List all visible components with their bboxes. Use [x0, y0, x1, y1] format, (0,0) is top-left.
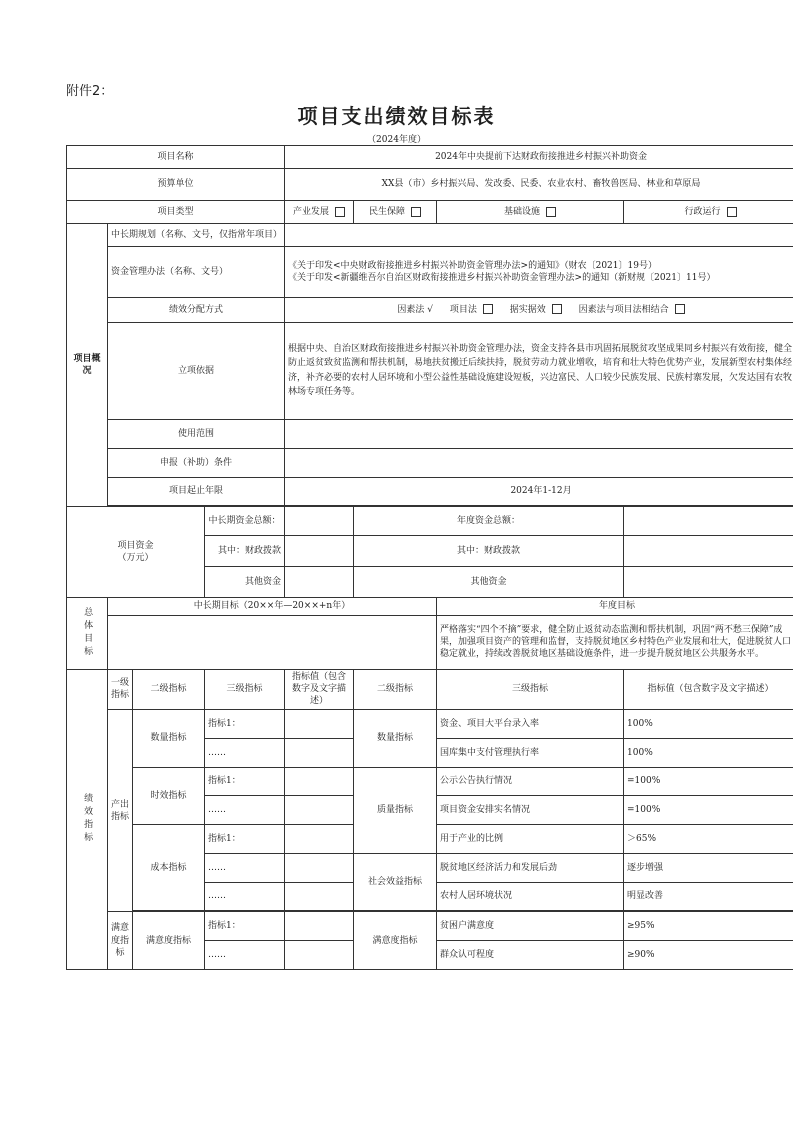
period-label: 项目起止年限 [108, 477, 285, 506]
allocation-label: 绩效分配方式 [108, 297, 285, 322]
right-r8-name: 贫困户满意度 [437, 912, 624, 941]
period-value: 2024年1-12月 [285, 477, 793, 506]
right-r4-value: =100% [624, 796, 793, 825]
right-r1-value: 100% [624, 710, 793, 739]
checkbox-icon[interactable] [483, 304, 493, 314]
right-r6-name: 脱贫地区经济活力和发展后劲 [437, 853, 624, 882]
left-quantity-label: 数量指标 [133, 710, 205, 768]
year-target-label: 年度目标 [437, 597, 793, 615]
page-title: 项目支出绩效目标表 [297, 104, 496, 128]
left-value-cell [285, 710, 354, 739]
checkbox-icon[interactable] [552, 304, 562, 314]
scope-label: 使用范围 [108, 420, 285, 449]
left-value-cell [285, 912, 354, 941]
fund-method-label: 资金管理办法（名称、文号） [108, 246, 285, 297]
right-r2-name: 国库集中支付管理执行率 [437, 738, 624, 767]
left-value-cell [285, 796, 354, 825]
left-quantity-ind1: 指标1： [205, 710, 285, 739]
overview-section-label: 项目概况 [67, 224, 108, 507]
right-r7-value: 明显改善 [624, 882, 793, 911]
indicators-section-text: 绩效指标 [82, 793, 93, 846]
left-value-cell [285, 941, 354, 970]
budget-unit-label: 预算单位 [67, 168, 285, 201]
mid-target-label: 中长期目标（20××年—20××+n年） [108, 597, 437, 615]
type-option-infrastructure[interactable] [437, 201, 624, 224]
fund-method-value [285, 246, 793, 297]
right-r7-name: 农村人居环境状况 [437, 882, 624, 911]
header-level2: 二级指标 [133, 669, 205, 709]
left-timeliness-label: 时效指标 [133, 767, 205, 825]
checkbox-icon[interactable] [727, 207, 737, 217]
overall-section-label [67, 597, 108, 669]
right-r8-value: ≥95% [624, 912, 793, 941]
type-option-label: 行政运行 [684, 207, 721, 218]
type-option-label: 民生保障 [369, 207, 406, 218]
type-option-label: 基础设施 [504, 207, 541, 218]
right-satisfaction-label: 满意度指标 [354, 912, 437, 970]
left-value-cell [285, 825, 354, 854]
mid-fiscal-value [285, 536, 354, 567]
header-level1: 一级指标 [108, 669, 133, 709]
scope-value [285, 420, 793, 449]
left-value-cell [285, 882, 354, 911]
apply-condition-label: 申报（补助）条件 [108, 448, 285, 477]
header-value-right: 指标值（包含数字及文字描述） [624, 669, 793, 709]
funds-label-line: 项目资金 [117, 540, 154, 551]
mid-fiscal-label: 其中：财政拨款 [205, 536, 285, 567]
left-cost-more-2: …… [205, 882, 285, 911]
checkbox-icon[interactable] [411, 207, 421, 217]
allocation-project[interactable]: 项目法 [449, 304, 477, 315]
mid-other-label: 其他资金 [205, 566, 285, 597]
allocation-actual[interactable]: 据实据效 [509, 304, 546, 315]
left-timeliness-ind1: 指标1： [205, 767, 285, 796]
right-r6-value: 逐步增强 [624, 853, 793, 882]
basis-value: 根据中央、自治区财政衔接推进乡村振兴补助资金管理办法，资金支持各县市巩固拓展脱贫攻坚成果同乡村振兴有效衔接，健全防止返贫致贫监测和帮扶机制，易地扶贫搬迁后续扶持，脱贫劳动力就业增收，培育和壮大特色优势产业，发展新型农村集体经济，补齐必要的农村人居环境和小型公益性基础设施建设短板，兴边富民、人口较少民族发展、民族村寨发展，欠发达国有农牧林场专项任务等。 [285, 322, 793, 420]
type-option-label: 产业发展 [293, 207, 330, 218]
mid-other-value [285, 566, 354, 597]
performance-target-table [66, 145, 793, 970]
left-value-cell [285, 738, 354, 767]
left-value-cell [285, 853, 354, 882]
checkbox-icon[interactable] [335, 207, 345, 217]
fund-method-line-1: 《关于印发<中央财政衔接推进乡村振兴补助资金管理办法>的通知》（财农〔2021〕19号） [288, 260, 657, 271]
year-fiscal-value [624, 536, 793, 567]
year-fiscal-label: 其中：财政拨款 [354, 536, 624, 567]
midterm-plan-label: 中长期规划（名称、文号，仅指常年项目） [108, 224, 285, 247]
basis-label: 立项依据 [108, 322, 285, 420]
mid-target-value [108, 616, 437, 669]
year-total-value [624, 507, 793, 536]
year-total-label: 年度资金总额： [354, 507, 624, 536]
midterm-plan-value [285, 224, 793, 247]
right-social-label: 社会效益指标 [354, 853, 437, 911]
funds-unit: （万元） [117, 553, 154, 564]
year-other-label: 其他资金 [354, 566, 624, 597]
right-r3-name: 公示公告执行情况 [437, 767, 624, 796]
funds-section-label [67, 507, 205, 597]
left-timeliness-more: …… [205, 796, 285, 825]
left-value-cell [285, 767, 354, 796]
checkbox-icon[interactable] [675, 304, 685, 314]
right-quality-label: 质量指标 [354, 767, 437, 853]
satisfaction-indicator-label: 满意度指标 [108, 912, 133, 970]
output-indicator-label: 产出指标 [108, 710, 133, 912]
right-r1-name: 资金、项目大平台录入率 [437, 710, 624, 739]
left-cost-more: …… [205, 853, 285, 882]
left-cost-ind1: 指标1： [205, 825, 285, 854]
header-level2-right: 二级指标 [354, 669, 437, 709]
project-name-value: 2024年中央提前下达财政衔接推进乡村振兴补助资金 [285, 146, 793, 169]
right-r9-name: 群众认可程度 [437, 941, 624, 970]
right-r2-value: 100% [624, 738, 793, 767]
right-r4-name: 项目资金安排实名情况 [437, 796, 624, 825]
right-r3-value: =100% [624, 767, 793, 796]
type-option-administration[interactable] [624, 201, 793, 224]
right-quantity-label: 数量指标 [354, 710, 437, 768]
left-satisfaction-ind1: 指标1： [205, 912, 285, 941]
right-r5-value: ＞65% [624, 825, 793, 854]
header-value: 指标值（包含数字及文字描述） [285, 669, 354, 709]
year-subtitle: （2024年度） [367, 135, 426, 145]
project-type-label: 项目类型 [67, 201, 285, 224]
allocation-options [285, 297, 793, 322]
year-other-value [624, 566, 793, 597]
right-r9-value: ≥90% [624, 941, 793, 970]
year-target-value: 严格落实“四个不摘”要求，健全防止返贫动态监测和帮扶机制，巩固“两不愁三保障”成果，加强项目资产的管理和监督，支持脱贫地区乡村特色产业发展和壮大，促进脱贫人口稳定就业，持续改善脱贫地区基础设施条件，进一步提升脱贫地区公共服务水平。 [437, 616, 793, 669]
overall-section-text: 总体目标 [82, 607, 93, 660]
header-level3: 三级指标 [205, 669, 285, 709]
allocation-factor[interactable]: 因素法 √ [397, 304, 433, 315]
type-option-industry[interactable] [285, 201, 354, 224]
indicators-section-label [67, 669, 108, 969]
mid-total-label: 中长期资金总额： [205, 507, 285, 536]
type-option-livelihood[interactable] [354, 201, 437, 224]
budget-unit-value: XX县（市）乡村振兴局、发改委、民委、农业农村、畜牧兽医局、林业和草原局 [285, 168, 793, 201]
left-cost-label: 成本指标 [133, 825, 205, 911]
header-level3-right: 三级指标 [437, 669, 624, 709]
left-satisfaction-more: …… [205, 941, 285, 970]
apply-condition-value [285, 448, 793, 477]
fund-method-line-2: 《关于印发<新疆维吾尔自治区财政衔接推进乡村振兴补助资金管理办法>的通知（新财规〔2021〕11号） [288, 272, 716, 283]
checkbox-icon[interactable] [546, 207, 556, 217]
attachment-label: 附件2： [66, 84, 114, 99]
project-name-label: 项目名称 [67, 146, 285, 169]
left-quantity-more: …… [205, 738, 285, 767]
right-r5-name: 用于产业的比例 [437, 825, 624, 854]
allocation-combined[interactable]: 因素法与项目法相结合 [578, 304, 669, 315]
mid-total-value [285, 507, 354, 536]
left-satisfaction-label: 满意度指标 [133, 912, 205, 970]
